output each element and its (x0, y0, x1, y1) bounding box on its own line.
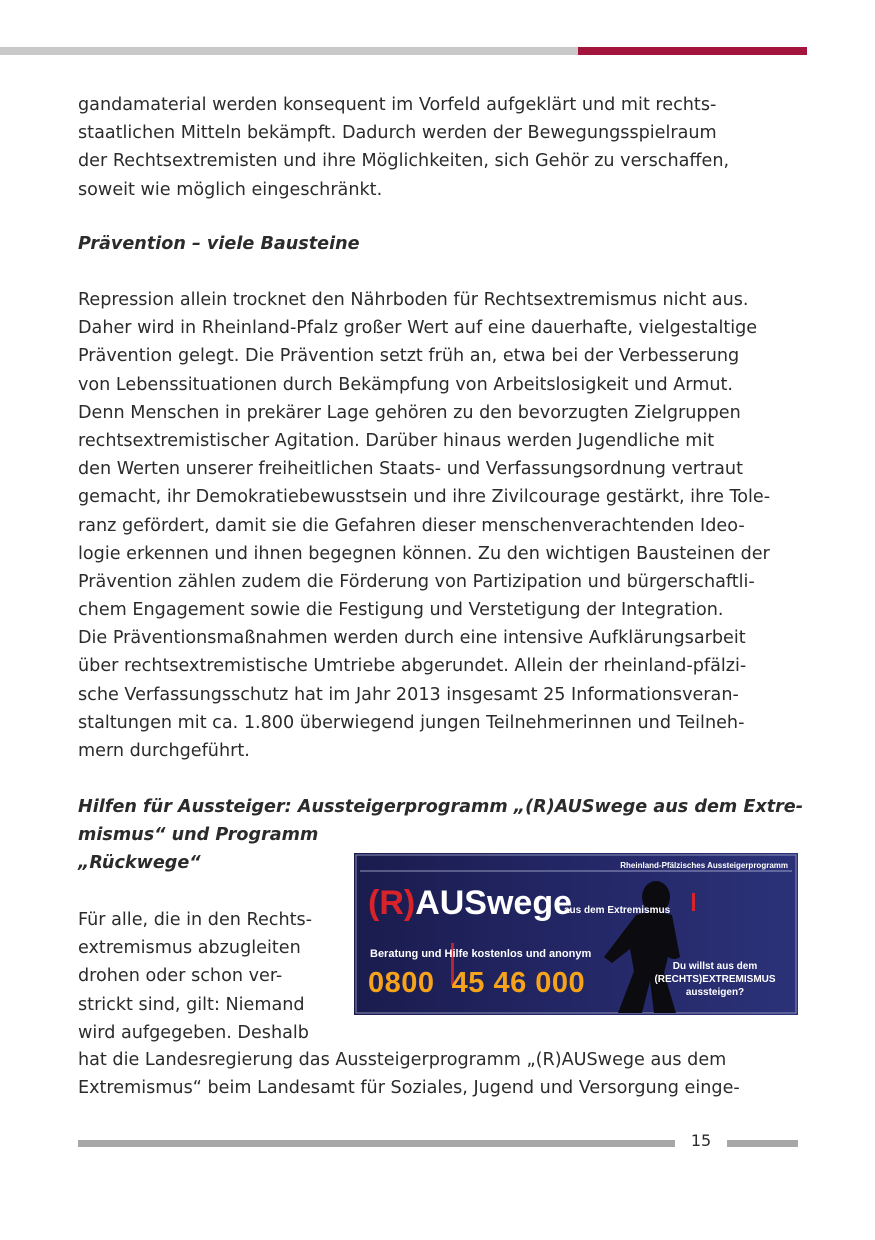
text-line: Prävention gelegt. Die Prävention setzt früh an, etwa bei der Verbesserung (78, 346, 740, 367)
heading-text: Prävention – viele Bausteine (78, 234, 360, 254)
text-line: der Rechtsextremisten und ihre Möglichkeiten, sich Gehör zu verschaffen, (78, 151, 730, 172)
text-line: staatlichen Mitteln bekämpft. Dadurch werden der Bewegungsspielraum (78, 123, 717, 144)
banner-program-label: Rheinland-Pfälzisches Aussteigerprogramm (620, 861, 788, 870)
header-rule-accent (578, 47, 807, 55)
text-line: von Lebenssituationen durch Bekämpfung von Arbeitslosigkeit und Armut. (78, 374, 733, 395)
banner-cta-line: aussteigen? (685, 987, 745, 998)
paragraph-aussteiger-full (78, 1046, 740, 1102)
text-line: Für alle, die in den Rechts- (78, 910, 313, 930)
heading-text: mismus“ und Programm (78, 825, 319, 846)
banner-brand-auswege: AUSwege (415, 884, 573, 922)
paragraph-aussteiger-wrapped (78, 906, 312, 1047)
text-line: Die Präventionsmaßnahmen werden durch eine intensive Aufklärungsarbeit (78, 628, 746, 649)
banner-phone-number: 0800 45 46 000 (368, 967, 586, 999)
text-line: sche Verfassungsschutz hat im Jahr 2013 insgesamt 25 Informationsveran- (78, 684, 739, 705)
red-accent-mark (692, 893, 695, 911)
text-line: soweit wie möglich eingeschränkt. (78, 179, 383, 200)
text-line: staltungen mit ca. 1.800 überwiegend jungen Teilnehmerinnen und Teilneh- (78, 712, 745, 733)
paragraph-praevention (78, 286, 770, 765)
text-line: logie erkennen und ihnen begegnen können. Zu den wichtigen Bausteinen der (78, 543, 770, 564)
page-number: 15 (690, 1131, 712, 1150)
text-line: gandamaterial werden konsequent im Vorfeld aufgeklärt und mit rechts- (78, 95, 717, 115)
text-line: über rechtsextremistische Umtriebe abgerundet. Allein der rheinland-pfälzi- (78, 656, 747, 677)
header-rule-gray (0, 47, 578, 55)
heading-text: Hilfen für Aussteiger: Aussteigerprogramm „(R)AUSwege aus dem Extre- (78, 797, 804, 817)
banner-brand-subtitle: aus dem Extremismus (564, 905, 671, 916)
text-line: mern durchgeführt. (78, 741, 250, 761)
text-line: Prävention zählen zudem die Förderung von Partizipation und bürgerschaftli- (78, 571, 755, 592)
text-line: drohen oder schon ver- (78, 966, 283, 987)
banner-beratung-text: Beratung und Hilfe kostenlos und anonym (370, 948, 592, 960)
text-line: rechtsextremistischer Agitation. Darüber hinaus werden Jugendliche mit (78, 430, 715, 451)
text-line: Repression allein trocknet den Nährboden für Rechtsextremismus nicht aus. (78, 290, 749, 310)
footer-rule-left (78, 1140, 675, 1147)
text-line: hat die Landesregierung das Aussteigerprogramm „(R)AUSwege aus dem (78, 1050, 727, 1070)
heading-text: „Rückwege“ (78, 853, 201, 874)
text-line: Denn Menschen in prekärer Lage gehören zu den bevorzugten Zielgruppen (78, 402, 741, 423)
banner-brand (368, 883, 572, 923)
text-line: extremismus abzugleiten (78, 938, 301, 959)
text-line: den Werten unserer freiheitlichen Staats- und Verfassungsordnung vertraut (78, 459, 743, 480)
text-line: chem Engagement sowie die Festigung und Verstetigung der Integration. (78, 600, 724, 621)
banner-cta-line: (RECHTS)EXTREMISMUS (654, 974, 776, 985)
text-line: wird aufgegeben. Deshalb (78, 1022, 309, 1043)
banner-cta (640, 960, 790, 999)
text-line: Extremismus“ beim Landesamt für Soziales, Jugend und Versorgung einge- (78, 1078, 740, 1099)
heading-praevention (78, 230, 360, 258)
text-line: Daher wird in Rheinland-Pfalz großer Wert auf eine dauerhafte, vielgestaltige (78, 318, 758, 339)
text-line: strickt sind, gilt: Niemand (78, 994, 305, 1015)
text-line: ranz gefördert, damit sie die Gefahren dieser menschenverachtenden Ideo- (78, 515, 745, 536)
banner-cta-line: Du willst aus dem (672, 961, 758, 972)
rauswege-banner-image (354, 853, 798, 1015)
banner-brand-r: (R) (368, 884, 416, 922)
footer-rule-right (727, 1140, 798, 1147)
text-line: gemacht, ihr Demokratiebewusstsein und ihre Zivilcourage gestärkt, ihre Tole- (78, 487, 771, 508)
paragraph-intro (78, 91, 729, 204)
